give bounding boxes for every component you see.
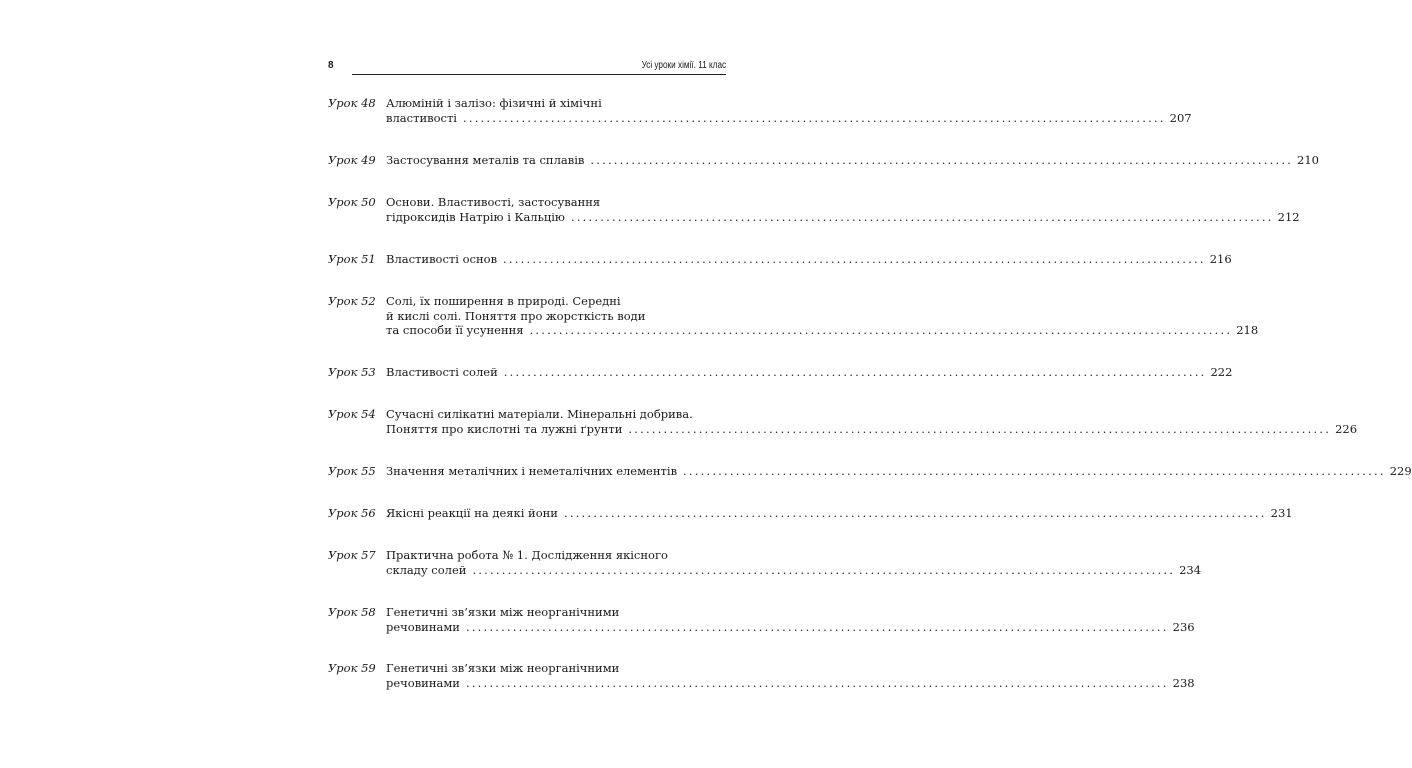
entry-title-line: Алюміній і залізо: фізичні й хімічні bbox=[386, 96, 602, 110]
page-ref: 212 bbox=[1277, 209, 1300, 224]
entry-title-line: Властивості солей bbox=[386, 365, 498, 379]
page-ref: 226 bbox=[1335, 421, 1358, 436]
dot-leader: ........................................................................................................................ bbox=[465, 675, 1169, 690]
entry-title-line: гідроксидів Натрію і Кальцію bbox=[386, 209, 565, 224]
dot-leader: ........................................................................................................................ bbox=[563, 506, 1267, 520]
running-title: Усі уроки хімії. 11 клас bbox=[641, 60, 726, 71]
lesson-number: Урок 52 bbox=[328, 294, 376, 308]
lesson-number: Урок 59 bbox=[328, 661, 376, 675]
page-ref: 207 bbox=[1169, 110, 1192, 125]
dot-leader: ........................................................................................................................ bbox=[590, 153, 1294, 167]
lesson-number: Урок 53 bbox=[328, 365, 376, 379]
entry-title-line: Основи. Властивості, застосування bbox=[386, 195, 601, 209]
lesson-number: Урок 51 bbox=[328, 252, 376, 266]
dot-leader: ........................................................................................................................ bbox=[529, 323, 1233, 337]
entry-title-line: та способи її усунення bbox=[386, 323, 524, 337]
entry-title-line: властивості bbox=[386, 110, 457, 125]
lesson-number: Урок 50 bbox=[328, 195, 376, 209]
entry-title-line: Значення металічних і неметалічних елементів bbox=[386, 464, 678, 478]
lesson-number: Урок 54 bbox=[328, 407, 376, 421]
lesson-number: Урок 56 bbox=[328, 506, 376, 520]
entry-title-line: Поняття про кислотні та лужні ґрунти bbox=[386, 421, 623, 436]
dot-leader: ........................................................................................................................ bbox=[503, 252, 1206, 266]
entry-title-line: речовинами bbox=[386, 675, 460, 690]
entry-title-line: Генетичні зв’язки між неорганічними bbox=[386, 605, 620, 619]
lesson-number: Урок 57 bbox=[328, 548, 376, 562]
entry-title-line: Якісні реакції на деякі йони bbox=[386, 506, 558, 520]
lesson-number: Урок 49 bbox=[328, 153, 376, 167]
page-ref: 218 bbox=[1236, 323, 1259, 337]
entry-title-line: Солі, їх поширення в природі. Середні bbox=[386, 294, 621, 308]
lesson-number: Урок 48 bbox=[328, 96, 376, 110]
table-of-contents bbox=[326, 0, 1412, 768]
lesson-number: Урок 55 bbox=[328, 464, 376, 478]
dot-leader: ........................................................................................................................ bbox=[465, 619, 1169, 634]
page-ref: 210 bbox=[1297, 153, 1319, 167]
entry-title-line: Генетичні зв’язки між неорганічними bbox=[386, 661, 620, 675]
page-ref: 229 bbox=[1389, 464, 1412, 478]
page-ref: 234 bbox=[1179, 562, 1202, 577]
dot-leader: ........................................................................................................................ bbox=[683, 464, 1386, 478]
page-number: 8 bbox=[328, 60, 334, 71]
entry-title-line: й кислі солі. Поняття про жорсткість води bbox=[386, 308, 646, 323]
dot-leader: ........................................................................................................................ bbox=[570, 209, 1274, 224]
entry-title-line: складу солей bbox=[386, 562, 467, 577]
dot-leader: ........................................................................................................................ bbox=[628, 421, 1332, 436]
page-ref: 238 bbox=[1172, 675, 1195, 690]
page-ref: 231 bbox=[1270, 506, 1293, 520]
lesson-number: Урок 58 bbox=[328, 605, 376, 619]
page-ref: 236 bbox=[1172, 619, 1195, 634]
page-ref: 216 bbox=[1209, 252, 1232, 266]
dot-leader: ........................................................................................................................ bbox=[503, 365, 1207, 379]
entry-title-line: Сучасні силікатні матеріали. Мінеральні добрива. bbox=[386, 407, 693, 421]
entry-title-line: Практична робота № 1. Дослідження якісного bbox=[386, 548, 668, 562]
entry-title-line: Властивості основ bbox=[386, 252, 498, 266]
dot-leader: ........................................................................................................................ bbox=[472, 562, 1176, 577]
entry-title-line: Застосування металів та сплавів bbox=[386, 153, 585, 167]
entry-title-line: речовинами bbox=[386, 619, 460, 634]
dot-leader: ........................................................................................................................ bbox=[462, 110, 1166, 125]
page-ref: 222 bbox=[1210, 365, 1233, 379]
